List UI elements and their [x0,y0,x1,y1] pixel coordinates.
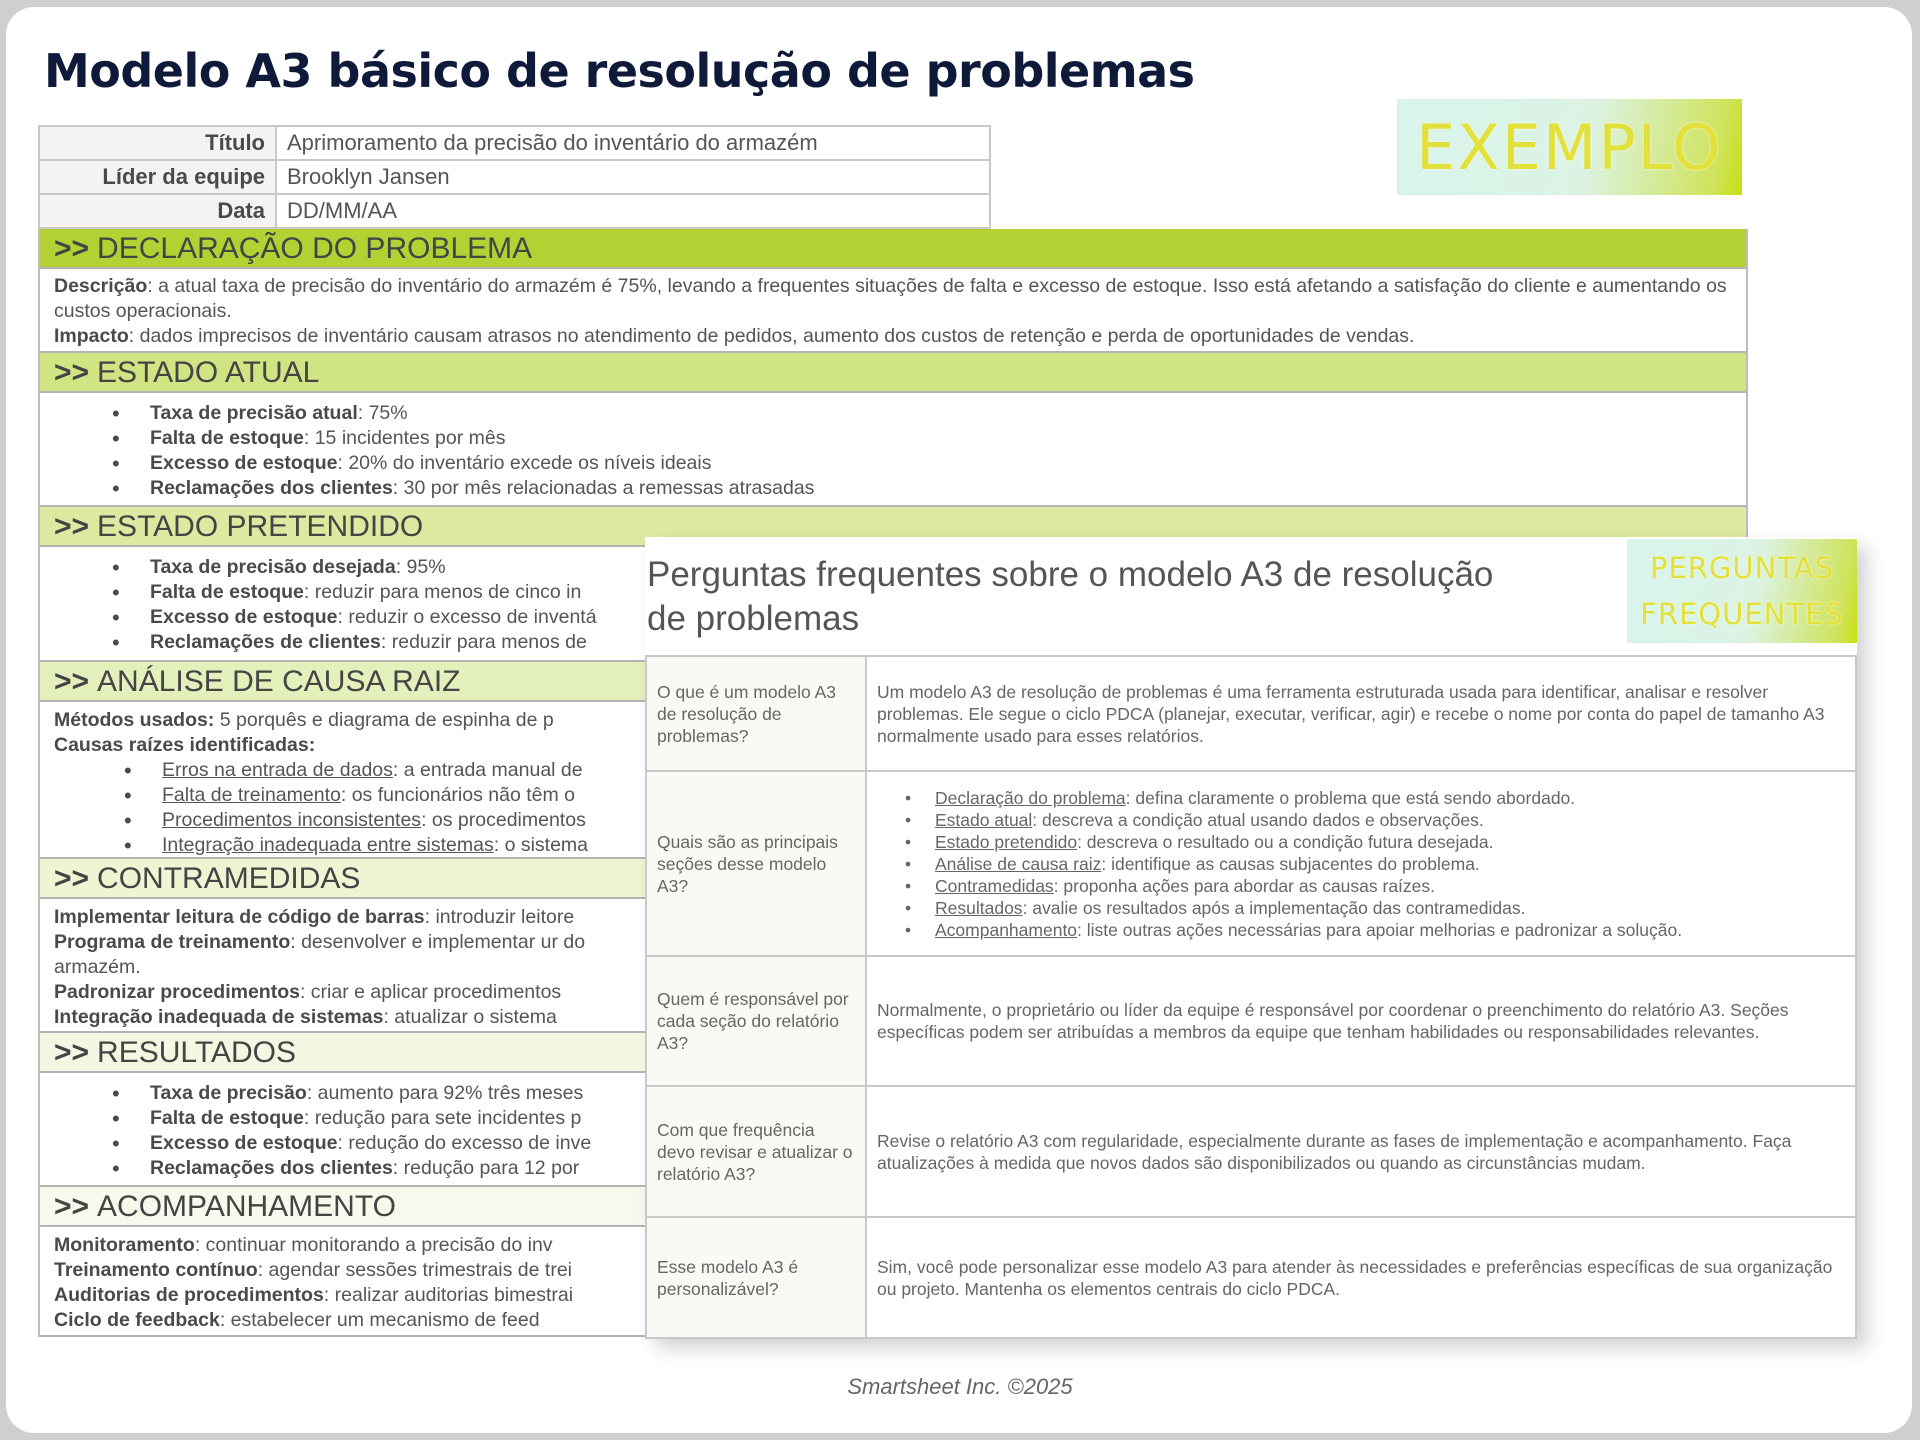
faq-list-item: • Análise de causa raiz: identifique as causas subjacentes do problema. [905,853,1845,875]
faq-badge [1627,539,1857,643]
faq-answer: Revise o relatório A3 com regularidade, especialmente durante as fases de implementação e acompanhamento. Faça atualizações à medida que novos dados são disponibilizados ou quando as circunstâncias mudam. [866,1086,1856,1217]
meta-row-leader [39,160,990,194]
list-item: • Excesso de estoque: reduzir o excesso de inventá [112,605,1732,630]
problem-line: Descrição: a atual taxa de precisão do inventário do armazém é 75%, levando a frequentes situações de falta e excesso de estoque. Isso está afetando a satisfação do cliente e aumentando os custos operacionais. [54,275,1727,322]
section-title: ESTADO ATUAL [97,356,320,389]
faq-list-item: • Estado atual: descreva a condição atual usando dados e observações. [905,809,1845,831]
list-item: • Falta de estoque: reduzir para menos de cinco in [112,580,1732,605]
faq-answer: Sim, você pode personalizar esse modelo A3 para atender às necessidades e preferências específicas de sua organização ou projeto. Mantenha os elementos centrais do ciclo PDCA. [866,1217,1856,1338]
faq-row [646,656,1856,771]
chevron-prefix: >> [54,665,90,698]
list-item: • Reclamações dos clientes: redução para 12 por [112,1156,1732,1181]
section-title: DECLARAÇÃO DO PROBLEMA [97,232,533,265]
meta-label: Líder da equipe [39,160,276,194]
page-title: Modelo A3 básico de resolução de problemas [44,44,1195,98]
problem-line: Impacto: dados imprecisos de inventário causam atrasos no atendimento de pedidos, aumento dos custos de retenção e perda de oportunidades de vendas. [54,325,1415,347]
faq-answer [866,771,1856,956]
section-title: ANÁLISE DE CAUSA RAIZ [97,665,461,698]
list-item: • Falta de treinamento: os funcionários não têm o [124,783,1732,808]
faq-answer: Um modelo A3 de resolução de problemas é uma ferramenta estruturada usada para identificar, analisar e resolver problemas. Ele segue o ciclo PDCA (planejar, executar, verificar, agir) e recebe o nome por conta do papel de tamanho A3 normalmente usado para esses relatórios. [866,656,1856,771]
list-item: • Falta de estoque: 15 incidentes por mês [112,426,1732,451]
section-header [40,353,1746,393]
faq-list-item: • Resultados: avalie os resultados após a implementação das contramedidas. [905,897,1845,919]
list-item: • Procedimentos inconsistentes: os procedimentos [124,808,1732,833]
list-item: • Erros na entrada de dados: a entrada manual de [124,758,1732,783]
section-body[interactable] [40,269,1746,353]
faq-list-item: • Declaração do problema: defina claramente o problema que está sendo abordado. [905,787,1845,809]
section-title: ACOMPANHAMENTO [97,1190,396,1223]
faq-list-item: • Acompanhamento: liste outras ações necessárias para apoiar melhorias e padronizar a solução. [905,919,1845,941]
chevron-prefix: >> [54,1190,90,1223]
faq-badge-line2: FREQUENTES [1640,597,1844,631]
chevron-prefix: >> [54,356,90,389]
list-item: • Excesso de estoque: redução do excesso de inve [112,1131,1732,1156]
faq-title: Perguntas frequentes sobre o modelo A3 de resolução de problemas [647,555,1494,638]
faq-row [646,956,1856,1086]
faq-question: Esse modelo A3 é personalizável? [646,1217,866,1338]
list-item: • Taxa de precisão: aumento para 92% três meses [112,1081,1732,1106]
meta-label: Data [39,194,276,228]
faq-row [646,1086,1856,1217]
chevron-prefix: >> [54,1036,90,1069]
faq-question: Quem é responsável por cada seção do relatório A3? [646,956,866,1086]
section-body[interactable]: Monitoramento: continuar monitorando a precisão do inv Treinamento contínuo: agendar sessões trimestrais de trei Auditorias de procedimentos: realizar auditorias bimestrai Ciclo de feedback: estabelecer um mecanismo de feed [40,1227,1746,1337]
section-body[interactable] [40,393,1746,507]
chevron-prefix: >> [54,510,90,543]
section-body[interactable]: Métodos usados: 5 porquês e diagrama de espinha de p Causas raízes identificadas: • Erros na entrada de dados: a entrada manual de • Falta de treinamento: os funcionários não têm o • Procedimentos inconsistentes: os procedimentos • Integração inadequada entre sistemas: o sistema [40,702,1746,859]
section-title: CONTRAMEDIDAS [97,862,361,895]
faq-question: Com que frequência devo revisar e atualizar o relatório A3? [646,1086,866,1217]
meta-value-date[interactable]: DD/MM/AA [276,194,990,228]
chevron-prefix: >> [54,862,90,895]
faq-question: Quais são as principais seções desse modelo A3? [646,771,866,956]
section-body[interactable]: Implementar leitura de código de barras: introduzir leitore Programa de treinamento: desenvolver e implementar ur do armazém. Padronizar procedimentos: criar e aplicar procedimentos Integração inadequada de sistemas: atualizar o sistema [40,899,1746,1033]
list-item: • Falta de estoque: redução para sete incidentes p [112,1106,1732,1131]
meta-value-leader[interactable]: Brooklyn Jansen [276,160,990,194]
faq-list-item: • Estado pretendido: descreva o resultado ou a condição futura desejada. [905,831,1845,853]
meta-label: Título [39,126,276,160]
meta-row-date [39,194,990,228]
faq-answer: Normalmente, o proprietário ou líder da equipe é responsável por coordenar o preenchimento do relatório A3. Seções específicas podem ser atribuídas a membros da equipe que tenham habilidades ou responsabilidades relevantes. [866,956,1856,1086]
section-header [40,229,1746,269]
meta-row-title [39,126,990,160]
footer-copyright: Smartsheet Inc. ©2025 [847,1374,1073,1399]
section-title: ESTADO PRETENDIDO [97,510,424,543]
section-current-state [38,353,1748,507]
faq-badge-line1: PERGUNTAS [1649,551,1835,585]
list-item: • Integração inadequada entre sistemas: o sistema [124,833,1732,858]
list-item: • Reclamações de clientes: reduzir para menos de [112,630,1732,655]
faq-panel [645,537,1857,1338]
faq-question: O que é um modelo A3 de resolução de problemas? [646,656,866,771]
faq-row [646,771,1856,956]
faq-row [646,1217,1856,1338]
list-item: • Taxa de precisão atual: 75% [112,401,1732,426]
meta-value-title[interactable]: Aprimoramento da precisão do inventário do armazém [276,126,990,160]
example-badge-label: EXEMPLO [1416,110,1723,184]
meta-table [38,125,991,229]
faq-table [645,655,1857,1339]
list-item: • Reclamações dos clientes: 30 por mês relacionadas a remessas atrasadas [112,476,1732,501]
list-item: • Taxa de precisão desejada: 95% [112,555,1732,580]
faq-list-item: • Contramedidas: proponha ações para abordar as causas raízes. [905,875,1845,897]
list-item: • Excesso de estoque: 20% do inventário excede os níveis ideais [112,451,1732,476]
section-problem [38,229,1748,353]
section-title: RESULTADOS [97,1036,296,1069]
chevron-prefix: >> [54,232,90,265]
